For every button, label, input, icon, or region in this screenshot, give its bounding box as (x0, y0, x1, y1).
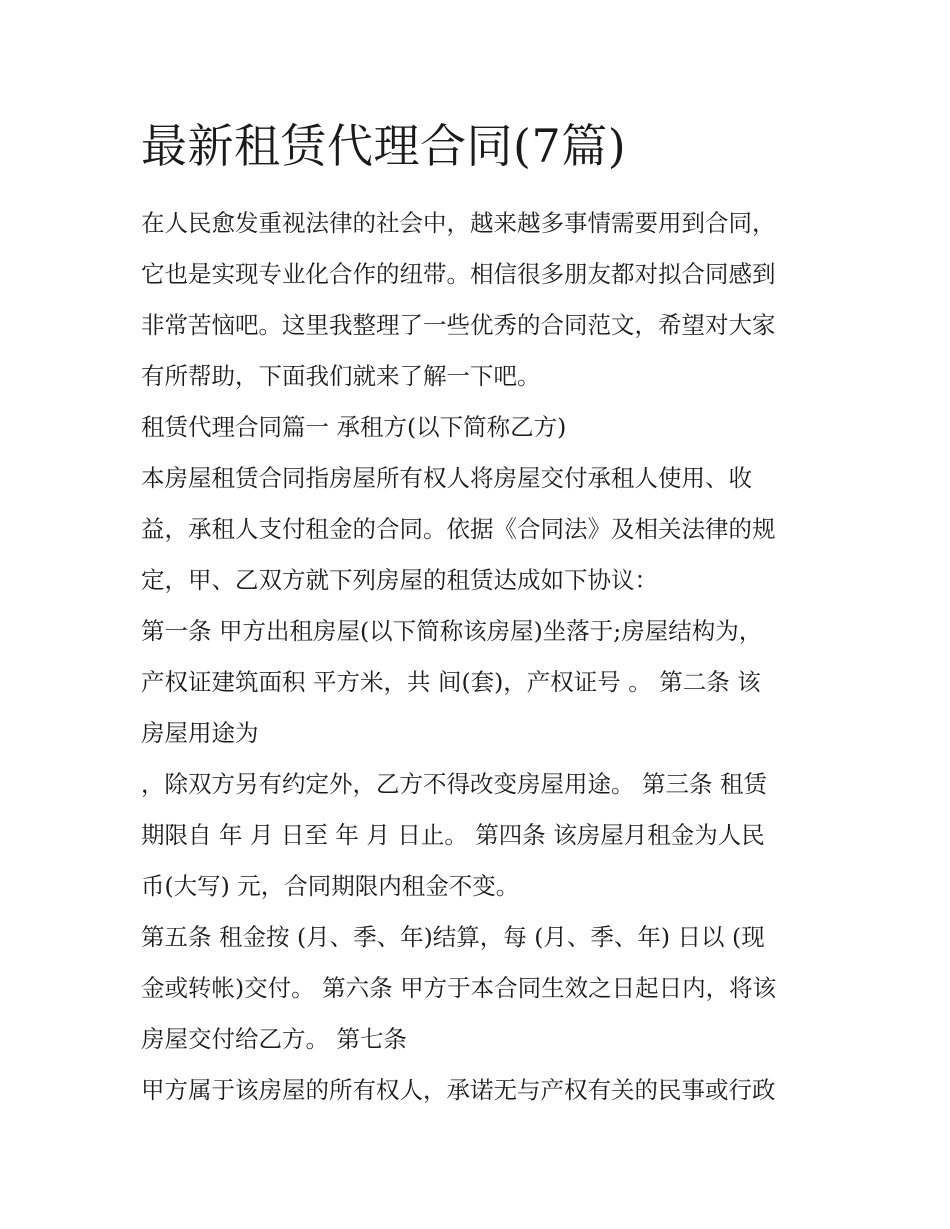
body-line: 金或转帐)交付。 第六条 甲方于本合同生效之日起日内，将该 (141, 974, 777, 1002)
body-line: 房屋用途为 (141, 719, 259, 747)
document-body (141, 198, 821, 1116)
body-line: 产权证建筑面积 平方米，共 间(套)，产权证号 。 第二条 该 (141, 668, 761, 696)
body-line: 第五条 租金按 (月、季、年)结算，每 (月、季、年) 日以 (现 (141, 923, 765, 951)
body-line: ，除双方另有约定外，乙方不得改变房屋用途。 第三条 租赁 (141, 770, 767, 798)
body-line: 定，甲、乙双方就下列房屋的租赁达成如下协议： (141, 566, 658, 594)
body-line: 益，承租人支付租金的合同。依据《合同法》及相关法律的规 (141, 515, 776, 543)
body-line: 有所帮助，下面我们就来了解一下吧。 (141, 362, 541, 390)
body-line: 期限自 年 月 日至 年 月 日止。 第四条 该房屋月租金为人民 (141, 821, 765, 849)
body-line: 房屋交付给乙方。 第七条 (141, 1025, 407, 1053)
body-line: 本房屋租赁合同指房屋所有权人将房屋交付承租人使用、收 (141, 464, 752, 492)
document-title: 最新租赁代理合同(7篇) (141, 119, 627, 173)
body-line: 在人民愈发重视法律的社会中，越来越多事情需要用到合同， (141, 209, 776, 237)
body-line: 甲方属于该房屋的所有权人，承诺无与产权有关的民事或行政 (141, 1076, 776, 1104)
body-line: 币(大写) 元，合同期限内租金不变。 (141, 872, 520, 900)
body-line: 第一条 甲方出租房屋(以下简称该房屋)坐落于;房屋结构为， (141, 617, 763, 645)
section-heading: 租赁代理合同篇一 承租方(以下简称乙方) (141, 413, 567, 441)
body-line: 非常苦恼吧。这里我整理了一些优秀的合同范文，希望对大家 (141, 311, 776, 339)
body-line: 它也是实现专业化合作的纽带。相信很多朋友都对拟合同感到 (141, 260, 776, 288)
